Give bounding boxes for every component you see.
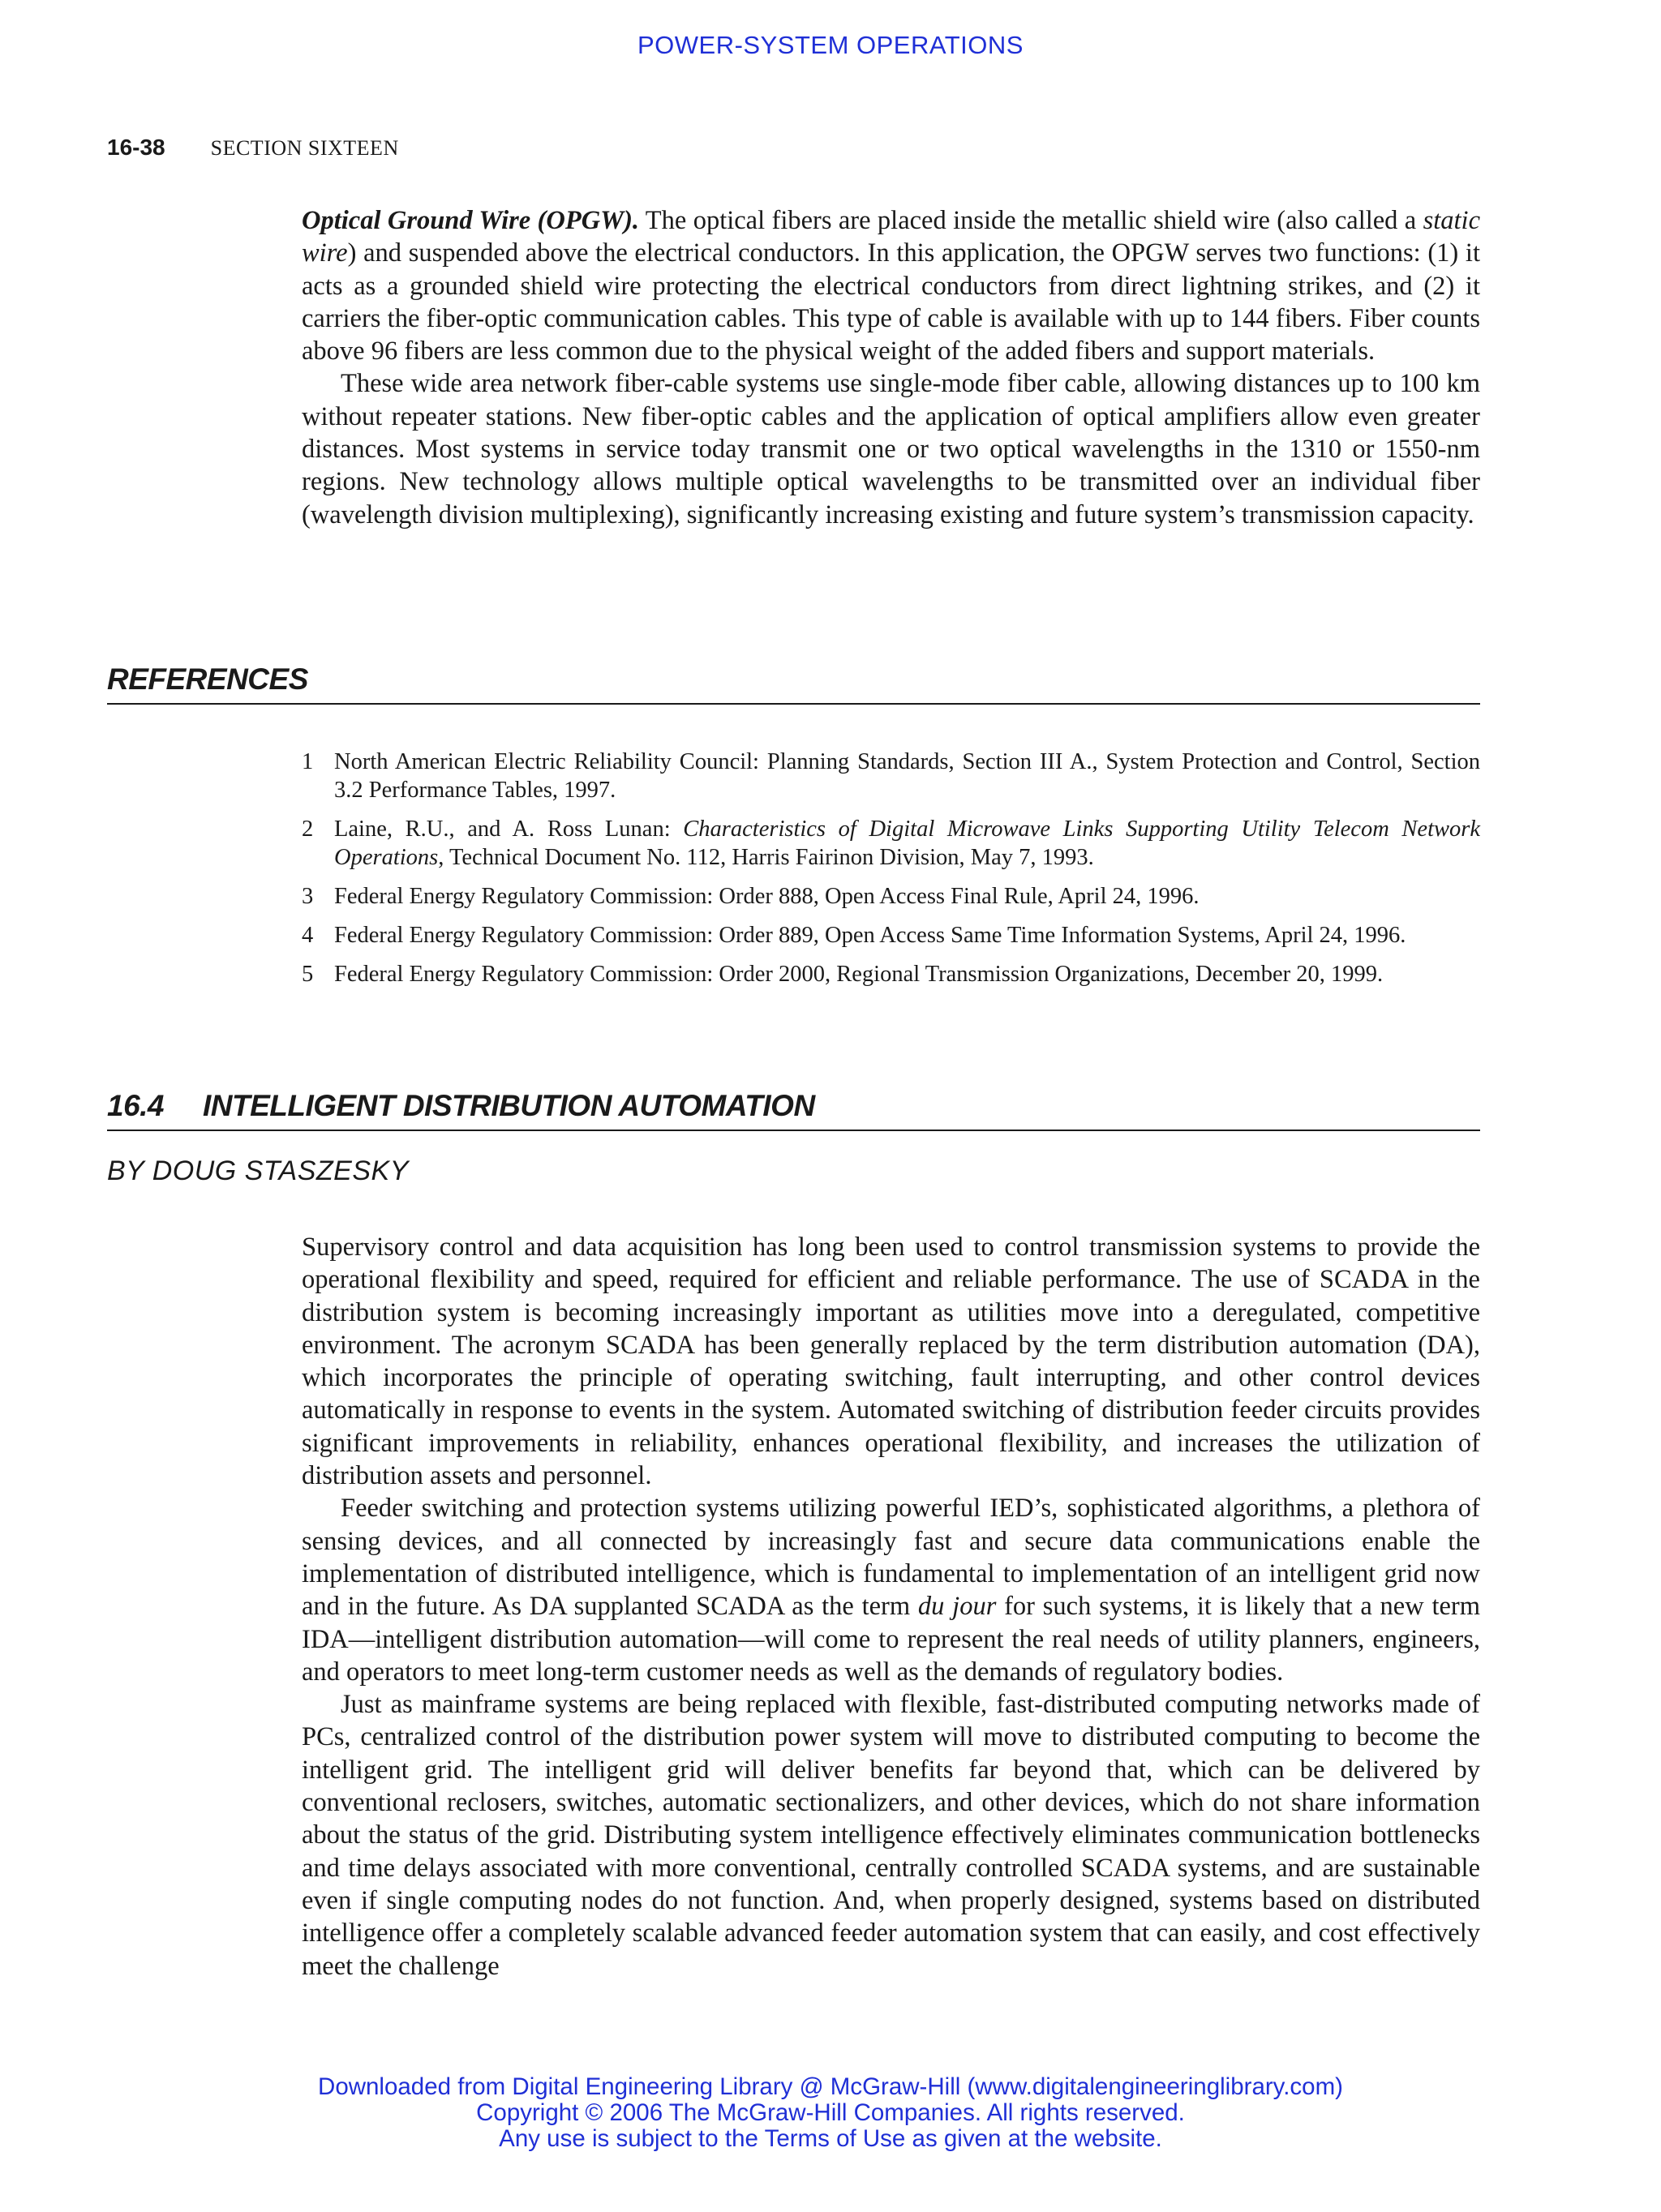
opgw-paragraph-1 <box>302 204 1480 367</box>
opgw-paragraph-1-part-b: ) and suspended above the electrical conductors. In this application, the OPGW serves two functions: (1) it acts as a grounded shield wire protecting the electrical conductors from direct lightning strikes, and (2) it carriers the fiber-optic communication cables. This type of cable is available with up to 144 fibers. Fiber counts above 96 fibers are less common due to the physical weight of the added fibers and support materials. <box>302 238 1480 367</box>
references-heading-text: REFERENCES <box>107 662 308 696</box>
reference-text: North American Electric Reliability Council: Planning Standards, Section III A., System Protection and Control, Section 3.2 Performance Tables, 1997. <box>334 749 1480 803</box>
footer-download-line: Downloaded from Digital Engineering Library @ McGraw-Hill (www.digitalengineeringlibrary.com) <box>318 2073 1343 2100</box>
opgw-run-in-heading: Optical Ground Wire (OPGW). <box>302 206 640 235</box>
references-heading <box>107 662 1480 705</box>
ida-paragraph-2-italic: du jour <box>917 1592 997 1622</box>
reference-text: Federal Energy Regulatory Commission: Order 2000, Regional Transmission Organizations, December 20, 1999. <box>334 962 1384 987</box>
reference-number: 4 <box>302 923 314 948</box>
reference-item <box>302 815 1480 872</box>
opgw-paragraph-1-italic: static wire <box>302 206 1481 268</box>
ida-paragraph-3: Just as mainframe systems are being replaced with flexible, fast-distributed computing networks made of PCs, centralized control of the distribution power system will move to distributed computing to become the intelligent grid. The intelligent grid will deliver benefits far beyond that, which can be delivered by conventional reclosers, switches, automatic sectionalizers, and other devices, which do not share information about the status of the grid. Distributing system intelligence effectively eliminates communication bottlenecks and time delays associated with more conventional, centrally controlled SCADA systems, and are sustainable even if single computing nodes do not function. And, when properly designed, systems based on distributed intelligence offer a completely scalable advanced feeder automation system that can easily, and cost effectively meet the challenge <box>302 1690 1480 1981</box>
reference-text: Federal Energy Regulatory Commission: Order 888, Open Access Final Rule, April 24, 1996. <box>334 884 1200 909</box>
page-number: 16-38 <box>107 135 165 160</box>
reference-item <box>302 960 1480 988</box>
section-number: 16.4 <box>107 1089 165 1122</box>
opgw-paragraph-1-part-a: The optical fibers are placed inside the metallic shield wire (also called a <box>639 206 1423 235</box>
reference-text: Federal Energy Regulatory Commission: Order 889, Open Access Same Time Information Systems, April 24, 1996. <box>334 923 1406 948</box>
ida-text-block <box>302 1231 1480 1983</box>
reference-item <box>302 921 1480 950</box>
reference-number: 1 <box>302 749 314 774</box>
reference-number: 2 <box>302 817 314 842</box>
page-header <box>107 135 399 161</box>
opgw-paragraph-2: These wide area network fiber-cable systems use single-mode fiber cable, allowing distances up to 100 km without repeater stations. New fiber-optic cables and the application of optical amplifiers allow even greater distances. Most systems in service today transmit one or two optical wavelengths in the 1310 or 1550-nm regions. New technology allows multiple optical wavelengths to be transmitted over an individual fiber (wavelength division multiplexing), significantly increasing existing and future system’s transmission capacity. <box>302 369 1480 529</box>
section-title: INTELLIGENT DISTRIBUTION AUTOMATION <box>203 1089 815 1122</box>
references-list <box>302 748 1480 999</box>
section-label: SECTION SIXTEEN <box>210 136 399 160</box>
footer-terms-line: Any use is subject to the Terms of Use as given at the website. <box>499 2125 1162 2152</box>
ida-paragraph-2: Feeder switching and protection systems utilizing powerful IED’s, sophisticated algorithms, a plethora of sensing devices, and all connected by increasingly fast and secure data communications enable the implementation of distributed intelligence, which is fundamental to implementation of an intelligent grid now and in the future. As DA supplanted SCADA as the term du jour for such systems, it is likely that a new term IDA—intelligent distribution automation—will come to represent the real needs of utility planners, engineers, and operators to meet long-term customer needs as well as the demands of regulatory bodies. <box>302 1494 1480 1687</box>
reference-item <box>302 882 1480 911</box>
footer <box>0 2074 1661 2152</box>
reference-number: 5 <box>302 962 314 987</box>
reference-item <box>302 748 1480 804</box>
section-16-4-heading <box>107 1089 1480 1131</box>
ida-paragraph-1: Supervisory control and data acquisition has long been used to control transmission systems to provide the operational flexibility and speed, required for efficient and reliable performance. The use of SCADA in the distribution system is becoming increasingly important as utilities move into a deregulated, competitive environment. The acronym SCADA has been generally replaced by the term distribution automation (DA), which incorporates the principle of operating switching, fault interrupting, and other control devices automatically in response to events in the system. Automated switching of distribution feeder circuits provides significant improvements in reliability, enhances operational flexibility, and increases the utilization of distribution assets and personnel. <box>302 1232 1480 1491</box>
opgw-text-block <box>302 204 1480 531</box>
footer-copyright-line: Copyright © 2006 The McGraw-Hill Companies. All rights reserved. <box>476 2099 1185 2126</box>
byline: BY DOUG STASZESKY <box>107 1155 409 1186</box>
running-head: POWER-SYSTEM OPERATIONS <box>637 31 1024 59</box>
reference-number: 3 <box>302 884 314 909</box>
reference-text: Laine, R.U., and A. Ross Lunan: Characteristics of Digital Microwave Links Supporting Utility Telecom Network Operations, Technical Document No. 112, Harris Fairinon Division, May 7, 1993. <box>334 817 1481 870</box>
